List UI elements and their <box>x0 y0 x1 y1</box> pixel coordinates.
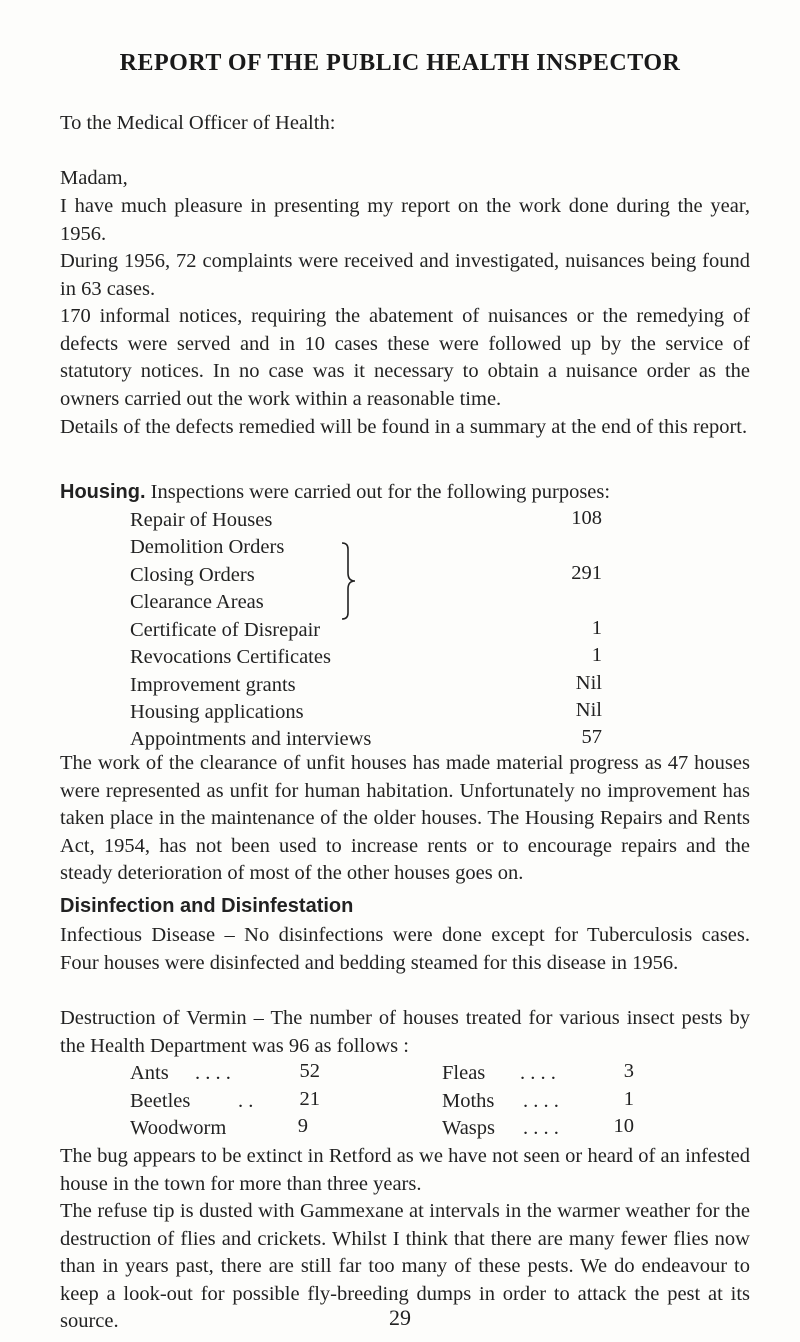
housing-item-label: Closing Orders <box>130 564 255 586</box>
intro-paragraph-2: During 1956, 72 complaints were received and investigated, nuisances being found in 63 cases. <box>60 250 750 300</box>
housing-item-label: Improvement grants <box>130 674 296 696</box>
housing-item-value: Nil <box>575 699 602 721</box>
pest-dots: . . <box>238 1090 254 1112</box>
pest-value: 21 <box>299 1088 320 1110</box>
housing-item-value: 1 <box>591 644 602 666</box>
housing-intro: Inspections were carried out for the following purposes: <box>150 481 611 503</box>
housing-item-label: Clearance Areas <box>130 591 264 613</box>
bug-paragraph: The bug appears to be extinct in Retford as we have not seen or heard of an infested house in the town for more than three years. <box>60 1145 750 1195</box>
brace-mark <box>340 541 358 621</box>
page-number: 29 <box>389 1305 411 1330</box>
intro-paragraph-4: Details of the defects remedied will be found in a summary at the end of this report. <box>60 416 748 438</box>
housing-heading: Housing. <box>60 481 146 503</box>
refuse-paragraph: The refuse tip is dusted with Gammexane at intervals in the warmer weather for the destruction of flies and crickets. Whilst I think that there are many fewer flies now than in years past, there are still far too many of these pests. We do endeavour to keep a look-out for possible fly-breeding dumps in order to attack the pest at its source. <box>60 1200 750 1333</box>
pest-label: Woodworm <box>130 1117 227 1139</box>
intro-paragraph-3: 170 informal notices, requiring the abatement of nuisances or the remedying of defects were served and in 10 cases these were followed up by the service of statutory notices. In no case was it necessary to obtain a nuisance order as the owners carried out the work within a reasonable time. <box>60 305 750 410</box>
pest-label: Wasps <box>442 1117 496 1139</box>
pest-value: 9 <box>297 1115 308 1137</box>
pest-label: Beetles <box>130 1090 191 1112</box>
housing-item-label: Demolition Orders <box>130 536 285 558</box>
pest-value: 10 <box>613 1115 634 1137</box>
housing-item-value: 57 <box>581 726 602 748</box>
pest-dots: . . . . <box>523 1117 559 1139</box>
pest-value: 1 <box>623 1088 634 1110</box>
pest-value: 3 <box>623 1060 634 1082</box>
housing-item-value: Nil <box>575 672 602 694</box>
pest-value: 52 <box>299 1060 320 1082</box>
housing-item-label: Repair of Houses <box>130 509 273 531</box>
pest-label: Ants <box>130 1062 169 1084</box>
housing-paragraph: The work of the clearance of unfit houses has made material progress as 47 houses were represented as unfit for human habitation. Unfortunately no improvement has taken place in the maintenance of the older houses. The Housing Repairs and Rents Act, 1954, has not been used to increase rents or to encourage repairs and the steady deterioration of most of the other houses goes on. <box>60 752 750 885</box>
housing-item-value: 291 <box>571 562 602 584</box>
housing-item-value: 108 <box>571 507 602 529</box>
pest-dots: . . . . <box>520 1062 556 1084</box>
pest-label: Fleas <box>442 1062 486 1084</box>
intro-paragraph-1: I have much pleasure in presenting my report on the work done during the year, 1956. <box>60 195 750 245</box>
pest-dots: . . . . <box>195 1062 231 1084</box>
disinfection-heading: Disinfection and Disinfestation <box>60 895 354 917</box>
vermin-paragraph: Destruction of Vermin – The number of houses treated for various insect pests by the Health Department was 96 as follows : <box>60 1007 750 1057</box>
infectious-disease-paragraph: Infectious Disease – No disinfections were done except for Tuberculosis cases. Four houses were disinfected and bedding steamed for this disease in 1956. <box>60 924 750 974</box>
housing-item-label: Appointments and interviews <box>130 728 372 750</box>
page-title: REPORT OF THE PUBLIC HEALTH INSPECTOR <box>119 50 681 76</box>
housing-heading-line <box>60 479 750 507</box>
housing-item-label: Revocations Certificates <box>130 646 331 668</box>
housing-item-label: Housing applications <box>130 701 304 723</box>
salutation: Madam, <box>60 167 128 189</box>
housing-item-value: 1 <box>591 617 602 639</box>
pest-dots: . . . . <box>523 1090 559 1112</box>
housing-item-label: Certificate of Disrepair <box>130 619 321 641</box>
pest-label: Moths <box>442 1090 495 1112</box>
salutation-to: To the Medical Officer of Health: <box>60 112 336 134</box>
